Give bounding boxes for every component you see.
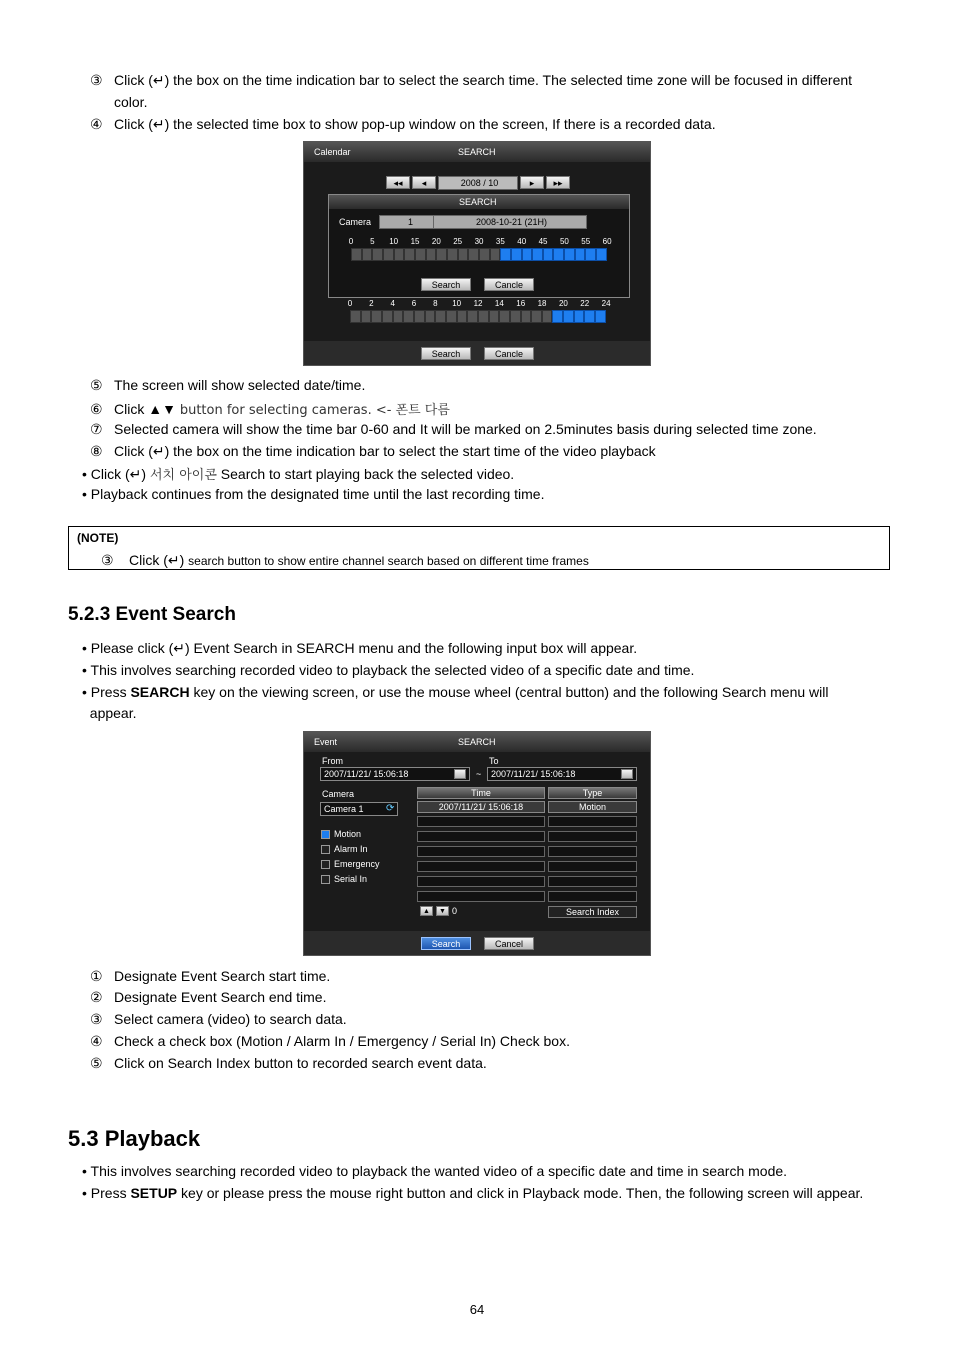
tick-label: 10 — [452, 299, 462, 308]
note-body: ③ Click (↵) search button to show entire channel search based on different time frames — [101, 552, 589, 568]
time-cell[interactable] — [521, 310, 532, 323]
time-cell[interactable] — [500, 248, 511, 261]
tick-label: 14 — [494, 299, 504, 308]
step-3: ③ Click (↵) the box on the time indication bar to select the search time. The selected time zone will be focused in different — [90, 72, 853, 88]
bullet-playback-continues: • Playback continues from the designated time until the last recording time. — [82, 486, 545, 502]
title-bar — [304, 732, 650, 752]
tick-label: 0 — [348, 237, 354, 246]
tick-label: 2 — [369, 299, 374, 308]
step-3-cont: color. — [114, 94, 148, 110]
time-cell[interactable] — [543, 248, 554, 261]
tick-label: 24 — [601, 299, 611, 308]
tick-label: 30 — [474, 237, 484, 246]
tick-label: 20 — [431, 237, 441, 246]
time-cell[interactable] — [382, 310, 393, 323]
bullet-523-3-cont: appear. — [82, 705, 137, 721]
tick-label: 0 — [347, 299, 353, 308]
calendar-search-screenshot — [303, 141, 651, 366]
time-cell[interactable] — [436, 248, 447, 261]
step-523-1: ① Designate Event Search start time. — [90, 968, 331, 984]
time-cell[interactable] — [596, 248, 607, 261]
tick-label: 20 — [558, 299, 568, 308]
time-cell[interactable] — [510, 310, 521, 323]
camera-field[interactable]: 1 — [379, 215, 439, 229]
tick-label: 16 — [516, 299, 526, 308]
time-cell[interactable] — [595, 310, 606, 323]
result-cell[interactable] — [548, 816, 637, 827]
step-6: ⑥ Click ▲▼ button for selecting cameras. <- 폰트 다름 — [90, 401, 450, 418]
tick-label: 50 — [559, 237, 569, 246]
step-523-3: ③ Select camera (video) to search data. — [90, 1011, 347, 1027]
bullet-53-2: • Press SETUP key or please press the mouse right button and click in Playback mode. Then, the following screen will appear. — [82, 1185, 864, 1201]
camera-select[interactable]: Camera 1 — [320, 802, 398, 816]
from-field[interactable]: 2007/11/21/ 15:06:18 — [320, 767, 470, 781]
time-cell[interactable] — [479, 248, 490, 261]
time-cell[interactable] — [585, 248, 596, 261]
tick-label: 35 — [495, 237, 505, 246]
time-cell[interactable] — [383, 248, 394, 261]
time-cell[interactable] — [457, 310, 468, 323]
result-cell[interactable] — [548, 861, 637, 872]
time-cell[interactable] — [394, 248, 405, 261]
minute-axis — [348, 237, 612, 247]
popup-search-button[interactable]: Search — [421, 278, 471, 291]
time-cell[interactable] — [446, 310, 457, 323]
tick-label: 45 — [538, 237, 548, 246]
time-cell[interactable] — [563, 310, 574, 323]
from-label: From — [322, 756, 343, 766]
to-field[interactable]: 2007/11/21/ 15:06:18 — [487, 767, 637, 781]
search-button[interactable]: Search — [421, 937, 471, 950]
step-4: ④ Click (↵) the selected time box to show pop-up window on the screen, If there is a recorded data. — [90, 116, 716, 132]
time-cell[interactable] — [350, 310, 361, 323]
bullet-523-3: • Press SEARCH key on the viewing screen, or use the mouse wheel (central button) and the following Search menu will — [82, 684, 829, 700]
page-number: 64 — [469, 1302, 485, 1317]
month-field: 2008 / 10 — [438, 176, 518, 190]
result-cell[interactable] — [548, 831, 637, 842]
step-523-5: ⑤ Click on Search Index button to recorded search event data. — [90, 1055, 487, 1071]
time-cell[interactable] — [552, 310, 563, 323]
tick-label: 12 — [473, 299, 483, 308]
checkbox-alarm-in[interactable] — [321, 845, 330, 854]
time-cell[interactable] — [574, 310, 585, 323]
time-cell[interactable] — [403, 310, 414, 323]
checkbox-label: Emergency — [334, 859, 380, 869]
title-bar — [304, 142, 650, 162]
checkbox-serial-in[interactable] — [321, 875, 330, 884]
bullet-523-2: • This involves searching recorded video to playback the selected video of a specific date and time. — [82, 662, 695, 678]
time-cell[interactable] — [361, 310, 372, 323]
minute-bar[interactable] — [351, 248, 607, 261]
time-cell[interactable] — [499, 310, 510, 323]
page-up-icon[interactable]: ▲ — [420, 906, 433, 916]
first-month-button[interactable]: ◂◂ — [386, 176, 410, 189]
screen-title: Calendar — [314, 147, 351, 157]
tick-label: 22 — [580, 299, 590, 308]
time-cell[interactable] — [478, 310, 489, 323]
popup-cancel-button[interactable]: Cancle — [484, 278, 534, 291]
step-523-2: ② Designate Event Search end time. — [90, 989, 327, 1005]
checkbox-label: Serial In — [334, 874, 368, 884]
tick-label: 55 — [581, 237, 591, 246]
section-heading-playback: 5.3 Playback — [68, 1126, 201, 1151]
result-cell[interactable] — [417, 861, 545, 872]
time-cell[interactable] — [458, 248, 469, 261]
time-cell[interactable] — [575, 248, 586, 261]
screen-menu-title: SEARCH — [458, 737, 496, 747]
section-heading-event-search: 5.2.3 Event Search — [68, 604, 236, 625]
checkbox-label: Motion — [334, 829, 362, 839]
page-number: 0 — [452, 906, 458, 916]
search-button[interactable]: Search — [421, 347, 471, 360]
time-cell[interactable] — [425, 310, 436, 323]
result-cell[interactable] — [417, 891, 545, 902]
hour-bar[interactable] — [350, 310, 606, 323]
camera-label: Camera — [322, 789, 355, 799]
bullet-523-1: • Please click (↵) Event Search in SEARCH menu and the following input box will appear. — [82, 640, 638, 656]
checkbox-label: Alarm In — [334, 844, 368, 854]
time-cell[interactable] — [415, 248, 426, 261]
camera-label: Camera — [339, 217, 372, 227]
cancel-button[interactable]: Cancel — [484, 937, 534, 950]
time-cell[interactable] — [351, 248, 362, 261]
bullet-53-1: • This involves searching recorded video to playback the wanted video of a specific date and time in search mode. — [82, 1163, 788, 1179]
time-cell[interactable] — [489, 310, 500, 323]
time-cell[interactable] — [490, 248, 501, 261]
time-cell[interactable] — [531, 310, 542, 323]
tick-label: 4 — [390, 299, 395, 308]
time-cell[interactable] — [553, 248, 564, 261]
prev-month-button[interactable]: ◂ — [412, 176, 436, 189]
time-cell[interactable] — [564, 248, 575, 261]
step-7: ⑦ Selected camera will show the time bar 0-60 and It will be marked on 2.5minutes basis during selected time zone. — [90, 421, 817, 437]
time-cell[interactable] — [404, 248, 415, 261]
step-523-4: ④ Check a check box (Motion / Alarm In / Emergency / Serial In) Check box. — [90, 1033, 570, 1049]
time-cell[interactable] — [414, 310, 425, 323]
popup-title: SEARCH — [459, 197, 497, 207]
col-time-header: Time — [417, 787, 545, 799]
result-cell[interactable] — [417, 846, 545, 857]
result-cell[interactable] — [548, 846, 637, 857]
step-8: ⑧ Click (↵) the box on the time indication bar to select the start time of the video playback — [90, 443, 656, 459]
screen-title: Event — [314, 737, 338, 747]
tick-label: 25 — [453, 237, 463, 246]
page-down-icon[interactable]: ▼ — [436, 906, 449, 916]
time-cell[interactable] — [532, 248, 543, 261]
note-title: (NOTE) — [77, 531, 119, 545]
time-cell[interactable] — [584, 310, 595, 323]
range-tilde: ~ — [476, 769, 482, 779]
calendar-icon[interactable] — [621, 769, 633, 779]
result-cell[interactable] — [417, 831, 545, 842]
col-type-header: Type — [548, 787, 637, 799]
tick-label: 15 — [410, 237, 420, 246]
refresh-icon[interactable]: ⟳ — [386, 803, 395, 814]
event-search-screenshot — [303, 731, 651, 956]
checkbox-motion[interactable] — [321, 830, 330, 839]
time-cell[interactable] — [362, 248, 373, 261]
calendar-icon[interactable] — [454, 769, 466, 779]
time-cell[interactable] — [468, 248, 479, 261]
hour-axis — [347, 299, 611, 309]
date-field: 2008-10-21 (21H) — [433, 215, 587, 229]
time-cell[interactable] — [447, 248, 458, 261]
time-cell[interactable] — [511, 248, 522, 261]
to-label: To — [489, 756, 499, 766]
result-cell[interactable] — [417, 876, 545, 887]
next-month-button[interactable]: ▸ — [520, 176, 544, 189]
result-type[interactable]: Motion — [548, 801, 637, 813]
checkbox-emergency[interactable] — [321, 860, 330, 869]
tick-label: 40 — [517, 237, 527, 246]
result-time[interactable]: 2007/11/21/ 15:06:18 — [417, 801, 545, 813]
cancel-button[interactable]: Cancle — [484, 347, 534, 360]
tick-label: 60 — [602, 237, 612, 246]
search-index-button[interactable]: Search Index — [548, 906, 637, 918]
time-cell[interactable] — [435, 310, 446, 323]
step-5: ⑤ The screen will show selected date/time. — [90, 377, 366, 393]
time-cell[interactable] — [372, 248, 383, 261]
time-cell[interactable] — [426, 248, 437, 261]
tick-label: 8 — [433, 299, 438, 308]
time-cell[interactable] — [522, 248, 533, 261]
result-cell[interactable] — [548, 891, 637, 902]
last-month-button[interactable]: ▸▸ — [546, 176, 570, 189]
time-cell[interactable] — [393, 310, 404, 323]
tick-label: 5 — [370, 237, 375, 246]
tick-label: 6 — [411, 299, 417, 308]
tick-label: 18 — [537, 299, 547, 308]
bullet-click-search: • Click (↵) 서치 아이콘 Search to start playing back the selected video. — [82, 466, 515, 483]
time-cell[interactable] — [467, 310, 478, 323]
search-popup — [328, 194, 630, 298]
result-cell[interactable] — [548, 876, 637, 887]
time-cell[interactable] — [542, 310, 553, 323]
tick-label: 10 — [389, 237, 399, 246]
result-cell[interactable] — [417, 816, 545, 827]
time-cell[interactable] — [371, 310, 382, 323]
note-box — [68, 526, 890, 570]
screen-menu-title: SEARCH — [458, 147, 496, 157]
